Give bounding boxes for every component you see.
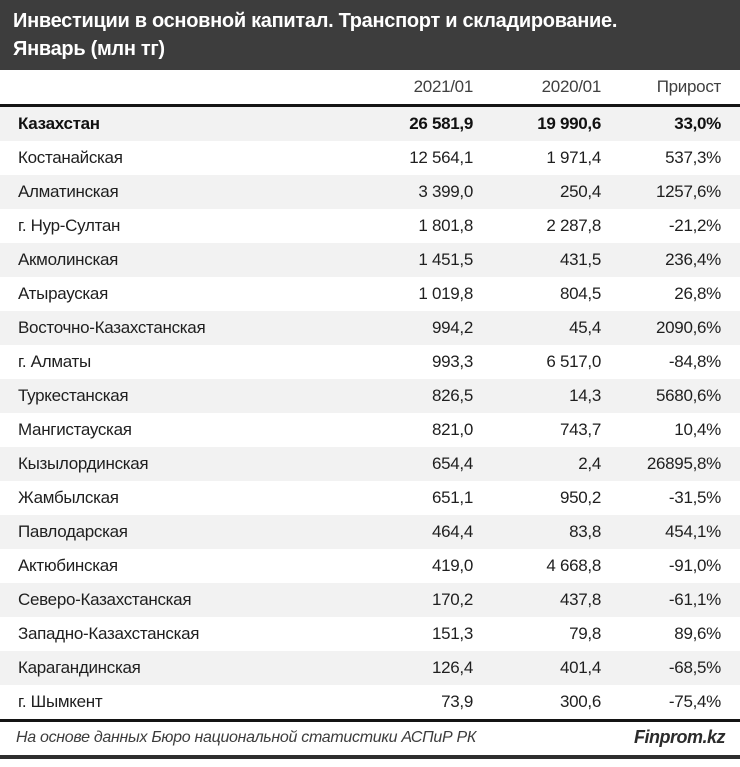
- value-2021-cell: 654,4: [431, 454, 473, 473]
- table-row: [0, 583, 740, 617]
- region-cell: Актюбинская: [18, 556, 118, 575]
- region-cell: Мангистауская: [18, 420, 132, 439]
- region-cell: Алматинская: [18, 182, 119, 201]
- header-growth: Прирост: [601, 70, 740, 106]
- growth-cell: -31,5%: [668, 488, 721, 507]
- value-2021-cell: 464,4: [431, 522, 473, 541]
- table-row: [0, 379, 740, 413]
- value-2020-cell: 401,4: [559, 658, 601, 677]
- region-cell: Казахстан: [18, 114, 100, 133]
- table-row: [0, 106, 740, 142]
- value-2021-cell: 151,3: [431, 624, 473, 643]
- header-row: [0, 70, 740, 106]
- table-row: [0, 447, 740, 481]
- region-cell: Павлодарская: [18, 522, 128, 541]
- value-2021-cell: 826,5: [431, 386, 473, 405]
- value-2021-cell: 821,0: [431, 420, 473, 439]
- table-row: [0, 311, 740, 345]
- value-2020-cell: 300,6: [559, 692, 601, 711]
- value-2020-cell: 4 668,8: [546, 556, 601, 575]
- growth-cell: 2090,6%: [655, 318, 721, 337]
- growth-cell: 10,4%: [674, 420, 721, 439]
- table-row: [0, 685, 740, 721]
- growth-cell: -75,4%: [668, 692, 721, 711]
- region-cell: г. Алматы: [18, 352, 91, 371]
- value-2021-cell: 126,4: [431, 658, 473, 677]
- value-2020-cell: 431,5: [559, 250, 601, 269]
- value-2021-cell: 26 581,9: [409, 114, 473, 133]
- table-row: [0, 277, 740, 311]
- region-cell: Кызылординская: [18, 454, 149, 473]
- source-note: На основе данных Бюро национальной статистики АСПиР РК: [16, 728, 476, 746]
- growth-cell: 26895,8%: [646, 454, 721, 473]
- table-row: [0, 651, 740, 685]
- table-row: [0, 515, 740, 549]
- value-2021-cell: 170,2: [431, 590, 473, 609]
- table-row: [0, 175, 740, 209]
- header-2021-01: 2021/01: [353, 70, 473, 106]
- header-region: [0, 70, 353, 106]
- growth-cell: 537,3%: [665, 148, 721, 167]
- region-cell: Западно-Казахстанская: [18, 624, 200, 643]
- value-2021-cell: 419,0: [431, 556, 473, 575]
- region-cell: Костанайская: [18, 148, 123, 167]
- growth-cell: 454,1%: [665, 522, 721, 541]
- value-2020-cell: 19 990,6: [537, 114, 601, 133]
- table-row: [0, 413, 740, 447]
- growth-cell: -61,1%: [668, 590, 721, 609]
- growth-cell: 1257,6%: [655, 182, 721, 201]
- title-line-2: Январь (млн тг): [13, 38, 165, 60]
- region-cell: Акмолинская: [18, 250, 119, 269]
- value-2020-cell: 83,8: [569, 522, 601, 541]
- value-2020-cell: 437,8: [559, 590, 601, 609]
- growth-cell: 5680,6%: [655, 386, 721, 405]
- value-2021-cell: 3 399,0: [418, 182, 473, 201]
- value-2020-cell: 1 971,4: [546, 148, 601, 167]
- region-cell: Восточно-Казахстанская: [18, 318, 206, 337]
- value-2020-cell: 250,4: [559, 182, 601, 201]
- value-2020-cell: 743,7: [559, 420, 601, 439]
- value-2021-cell: 1 019,8: [418, 284, 473, 303]
- table-row: [0, 141, 740, 175]
- growth-cell: 89,6%: [674, 624, 721, 643]
- growth-cell: 33,0%: [674, 114, 721, 133]
- value-2020-cell: 6 517,0: [546, 352, 601, 371]
- table-row: [0, 243, 740, 277]
- value-2020-cell: 45,4: [569, 318, 601, 337]
- region-cell: Северо-Казахстанская: [18, 590, 192, 609]
- brand-logo: Finprom.kz: [633, 727, 725, 747]
- header-2020-01: 2020/01: [473, 70, 601, 106]
- value-2020-cell: 79,8: [569, 624, 601, 643]
- table-row: [0, 617, 740, 651]
- table-row: [0, 481, 740, 515]
- region-cell: Туркестанская: [18, 386, 129, 405]
- region-cell: г. Нур-Султан: [18, 216, 121, 235]
- region-cell: г. Шымкент: [18, 692, 103, 711]
- title-bar: [0, 0, 740, 70]
- value-2020-cell: 950,2: [559, 488, 601, 507]
- value-2021-cell: 993,3: [431, 352, 473, 371]
- value-2021-cell: 994,2: [431, 318, 473, 337]
- table-body: [0, 106, 740, 721]
- table-row: [0, 549, 740, 583]
- value-2021-cell: 1 451,5: [418, 250, 473, 269]
- table-row: [0, 345, 740, 379]
- value-2020-cell: 2,4: [578, 454, 601, 473]
- data-table: [0, 70, 740, 722]
- value-2021-cell: 73,9: [441, 692, 473, 711]
- value-2021-cell: 12 564,1: [409, 148, 473, 167]
- growth-cell: -21,2%: [668, 216, 721, 235]
- region-cell: Атырауская: [18, 284, 108, 303]
- value-2021-cell: 1 801,8: [418, 216, 473, 235]
- title-line-1: Инвестиции в основной капитал. Транспорт и складирование.: [13, 10, 618, 32]
- region-cell: Жамбылская: [18, 488, 119, 507]
- growth-cell: 236,4%: [665, 250, 721, 269]
- growth-cell: 26,8%: [674, 284, 721, 303]
- growth-cell: -68,5%: [668, 658, 721, 677]
- value-2020-cell: 804,5: [559, 284, 601, 303]
- value-2020-cell: 2 287,8: [546, 216, 601, 235]
- region-cell: Карагандинская: [18, 658, 141, 677]
- value-2020-cell: 14,3: [569, 386, 601, 405]
- growth-cell: -91,0%: [668, 556, 721, 575]
- growth-cell: -84,8%: [668, 352, 721, 371]
- value-2021-cell: 651,1: [431, 488, 473, 507]
- footer: [0, 722, 740, 759]
- table-row: [0, 209, 740, 243]
